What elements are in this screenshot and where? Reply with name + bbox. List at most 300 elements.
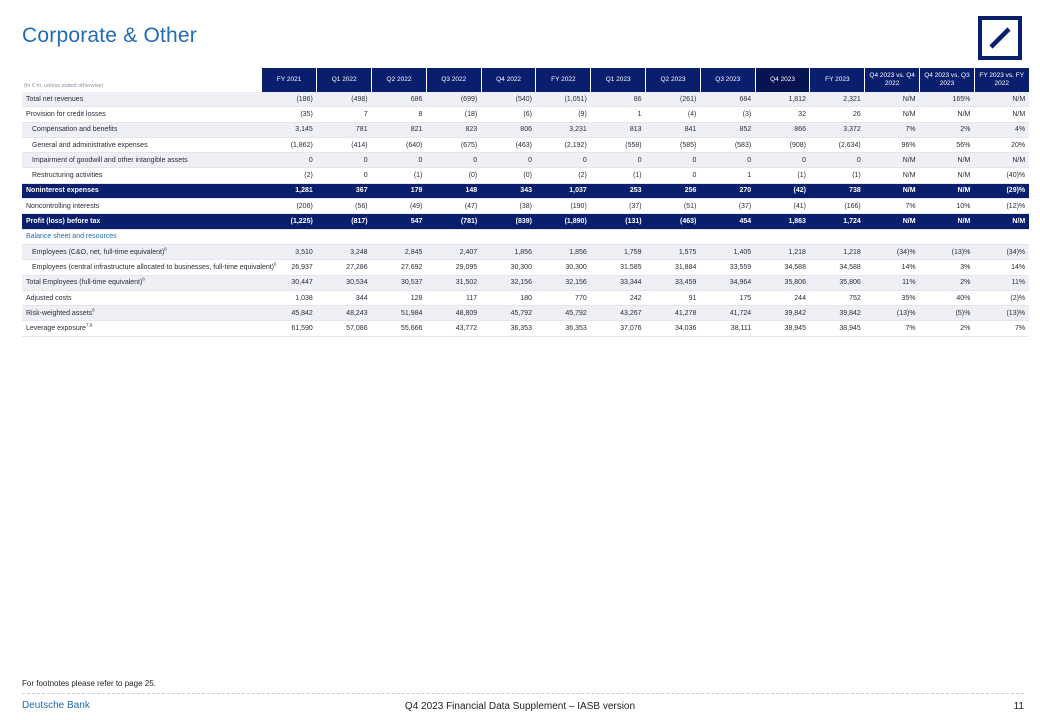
deutsche-bank-logo-icon: [978, 16, 1022, 60]
row-label-cell: [22, 275, 262, 290]
value-cell: 738: [810, 183, 865, 198]
table-row: [22, 290, 1029, 305]
value-cell: 781: [317, 122, 372, 137]
value-cell: 34,588: [755, 260, 810, 275]
value-cell: 1,856: [481, 244, 536, 259]
page-title: Corporate & Other: [22, 24, 197, 47]
value-cell: (540): [481, 92, 536, 107]
value-cell: 1,218: [810, 244, 865, 259]
financial-table: [22, 68, 1030, 337]
value-cell: 866: [755, 122, 810, 137]
value-cell: (9): [536, 107, 591, 122]
column-header: FY 2023: [810, 68, 865, 92]
value-cell: 0: [536, 153, 591, 168]
value-cell: 684: [700, 92, 755, 107]
table-row: [22, 275, 1029, 290]
table-body: [22, 92, 1029, 336]
row-label: Restructuring activities: [32, 172, 103, 180]
value-cell: 32: [755, 107, 810, 122]
value-cell: [426, 229, 481, 244]
column-header: Q4 2023: [755, 68, 810, 92]
value-cell: 852: [700, 122, 755, 137]
column-header: FY 2023 vs. FY 2022: [974, 68, 1029, 92]
table-row: [22, 214, 1029, 229]
value-cell: 841: [646, 122, 701, 137]
footnote-marker: 6: [142, 276, 145, 282]
bank-name: Deutsche Bank: [22, 700, 90, 711]
row-label: Profit (loss) before tax: [26, 218, 101, 226]
column-header: Q4 2023 vs. Q4 2022: [865, 68, 920, 92]
value-cell: 51,984: [372, 306, 427, 321]
value-cell: (699): [426, 92, 481, 107]
value-cell: 56%: [920, 137, 975, 152]
row-label: Impairment of goodwill and other intangible assets: [32, 156, 188, 164]
value-cell: (1): [755, 168, 810, 183]
value-cell: 270: [700, 183, 755, 198]
value-cell: (817): [317, 214, 372, 229]
value-cell: 61,590: [262, 321, 317, 336]
row-label-cell: [22, 214, 262, 229]
value-cell: (190): [536, 199, 591, 214]
value-cell: [317, 229, 372, 244]
column-header: Q1 2023: [591, 68, 646, 92]
value-cell: 35,806: [755, 275, 810, 290]
column-header: Q1 2022: [317, 68, 372, 92]
value-cell: 0: [372, 153, 427, 168]
value-cell: 3,372: [810, 122, 865, 137]
row-label: General and administrative expenses: [32, 141, 148, 149]
value-cell: N/M: [865, 183, 920, 198]
value-cell: 7%: [974, 321, 1029, 336]
value-cell: 26,937: [262, 260, 317, 275]
value-cell: 96%: [865, 137, 920, 152]
value-cell: 45,842: [262, 306, 317, 321]
value-cell: (463): [646, 214, 701, 229]
value-cell: 35%: [865, 290, 920, 305]
value-cell: 38,945: [755, 321, 810, 336]
value-cell: (0): [481, 168, 536, 183]
row-label: Noninterest expenses: [26, 187, 99, 195]
value-cell: 1,856: [536, 244, 591, 259]
value-cell: 30,300: [536, 260, 591, 275]
footnote-marker: 6: [274, 261, 277, 267]
value-cell: (4): [646, 107, 701, 122]
row-label: Employees (C&O, net, full-time equivalent): [32, 248, 165, 256]
value-cell: 7%: [865, 199, 920, 214]
value-cell: 8: [372, 107, 427, 122]
value-cell: (2,192): [536, 137, 591, 152]
value-cell: 1,863: [755, 214, 810, 229]
value-cell: 30,534: [317, 275, 372, 290]
value-cell: 36,353: [481, 321, 536, 336]
value-cell: (38): [481, 199, 536, 214]
value-cell: 31,884: [646, 260, 701, 275]
value-cell: 0: [591, 153, 646, 168]
value-cell: (186): [262, 92, 317, 107]
value-cell: [974, 229, 1029, 244]
row-label-cell: [22, 229, 262, 244]
column-header: FY 2021: [262, 68, 317, 92]
value-cell: (0): [426, 168, 481, 183]
value-cell: 10%: [920, 199, 975, 214]
column-header: Q4 2023 vs. Q3 2023: [920, 68, 975, 92]
row-label: Leverage exposure: [26, 325, 86, 333]
value-cell: [481, 229, 536, 244]
value-cell: (6): [481, 107, 536, 122]
row-label-cell: [22, 306, 262, 321]
value-cell: (2): [262, 168, 317, 183]
value-cell: (1): [810, 168, 865, 183]
row-label: Employees (central infrastructure allocated to businesses, full-time equivalent): [32, 263, 275, 271]
value-cell: 40%: [920, 290, 975, 305]
value-cell: 0: [317, 153, 372, 168]
row-label: Balance sheet and resources: [26, 233, 117, 241]
value-cell: 34,036: [646, 321, 701, 336]
value-cell: 3,145: [262, 122, 317, 137]
value-cell: 2%: [920, 321, 975, 336]
value-cell: 2%: [920, 275, 975, 290]
value-cell: 244: [755, 290, 810, 305]
row-label-cell: [22, 168, 262, 183]
value-cell: 770: [536, 290, 591, 305]
value-cell: 3,510: [262, 244, 317, 259]
value-cell: (166): [810, 199, 865, 214]
footnote-marker: 6: [164, 246, 167, 252]
table-row: [22, 244, 1029, 259]
value-cell: 14%: [865, 260, 920, 275]
value-cell: 43,772: [426, 321, 481, 336]
value-cell: (13)%: [865, 306, 920, 321]
value-cell: 344: [317, 290, 372, 305]
row-label-cell: [22, 321, 262, 336]
value-cell: 33,559: [700, 260, 755, 275]
value-cell: 179: [372, 183, 427, 198]
value-cell: (131): [591, 214, 646, 229]
table-row: [22, 183, 1029, 198]
value-cell: (781): [426, 214, 481, 229]
table-row: [22, 229, 1029, 244]
value-cell: (35): [262, 107, 317, 122]
value-cell: [646, 229, 701, 244]
footnote-reference: For footnotes please refer to page 25.: [22, 679, 156, 688]
value-cell: [755, 229, 810, 244]
value-cell: 0: [481, 153, 536, 168]
value-cell: 806: [481, 122, 536, 137]
value-cell: (47): [426, 199, 481, 214]
value-cell: 256: [646, 183, 701, 198]
value-cell: [262, 229, 317, 244]
footnote-marker: 7,8: [85, 322, 93, 328]
table-row: [22, 137, 1029, 152]
row-label-cell: [22, 199, 262, 214]
value-cell: 32,156: [481, 275, 536, 290]
value-cell: 31,585: [591, 260, 646, 275]
value-cell: 0: [700, 153, 755, 168]
value-cell: (1,890): [536, 214, 591, 229]
value-cell: N/M: [920, 214, 975, 229]
table-row: [22, 306, 1029, 321]
column-header: Q4 2022: [481, 68, 536, 92]
table-row: [22, 168, 1029, 183]
row-label: Noncontrolling interests: [26, 202, 100, 210]
value-cell: N/M: [920, 153, 975, 168]
value-cell: (2,634): [810, 137, 865, 152]
value-cell: (2)%: [974, 290, 1029, 305]
value-cell: (40)%: [974, 168, 1029, 183]
value-cell: (49): [372, 199, 427, 214]
value-cell: (206): [262, 199, 317, 214]
row-label: Risk-weighted assets: [26, 309, 93, 317]
value-cell: 7: [317, 107, 372, 122]
value-cell: 57,086: [317, 321, 372, 336]
value-cell: (675): [426, 137, 481, 152]
financial-table-container: [22, 68, 1024, 337]
value-cell: (1,051): [536, 92, 591, 107]
value-cell: 38,945: [810, 321, 865, 336]
value-cell: 821: [372, 122, 427, 137]
value-cell: N/M: [974, 107, 1029, 122]
value-cell: 29,095: [426, 260, 481, 275]
value-cell: 14%: [974, 260, 1029, 275]
value-cell: 175: [700, 290, 755, 305]
value-cell: 3,231: [536, 122, 591, 137]
value-cell: 343: [481, 183, 536, 198]
value-cell: 0: [646, 153, 701, 168]
value-cell: 547: [372, 214, 427, 229]
value-cell: (498): [317, 92, 372, 107]
row-label-cell: [22, 153, 262, 168]
value-cell: (37): [700, 199, 755, 214]
value-cell: (29)%: [974, 183, 1029, 198]
document-title: Q4 2023 Financial Data Supplement – IASB version: [404, 701, 636, 712]
value-cell: (13)%: [920, 244, 975, 259]
value-cell: 3%: [920, 260, 975, 275]
table-row: [22, 153, 1029, 168]
row-label: Provision for credit losses: [26, 110, 106, 118]
unit-note: (In € m, unless stated otherwise): [22, 68, 262, 92]
column-header: Q3 2022: [426, 68, 481, 92]
value-cell: [920, 229, 975, 244]
value-cell: 752: [810, 290, 865, 305]
value-cell: 1: [700, 168, 755, 183]
value-cell: 823: [426, 122, 481, 137]
value-cell: 686: [372, 92, 427, 107]
value-cell: 0: [646, 168, 701, 183]
value-cell: 367: [317, 183, 372, 198]
value-cell: (2): [536, 168, 591, 183]
value-cell: 1,759: [591, 244, 646, 259]
row-label-cell: [22, 183, 262, 198]
value-cell: 1,281: [262, 183, 317, 198]
value-cell: N/M: [974, 92, 1029, 107]
value-cell: (1,862): [262, 137, 317, 152]
value-cell: 1,218: [755, 244, 810, 259]
value-cell: 0: [426, 153, 481, 168]
value-cell: N/M: [865, 107, 920, 122]
value-cell: N/M: [865, 214, 920, 229]
value-cell: 2,321: [810, 92, 865, 107]
row-label: Adjusted costs: [26, 294, 72, 302]
row-label: Total net revenues: [26, 95, 84, 103]
value-cell: 3,248: [317, 244, 372, 259]
value-cell: [865, 229, 920, 244]
value-cell: 0: [810, 153, 865, 168]
value-cell: (37): [591, 199, 646, 214]
row-label-cell: [22, 137, 262, 152]
value-cell: 1,812: [755, 92, 810, 107]
value-cell: N/M: [920, 183, 975, 198]
value-cell: N/M: [920, 168, 975, 183]
value-cell: 30,537: [372, 275, 427, 290]
value-cell: (558): [591, 137, 646, 152]
value-cell: N/M: [974, 153, 1029, 168]
table-header-row: [22, 68, 1029, 92]
value-cell: 41,724: [700, 306, 755, 321]
table-row: [22, 321, 1029, 336]
value-cell: 32,156: [536, 275, 591, 290]
value-cell: 7%: [865, 122, 920, 137]
value-cell: 27,286: [317, 260, 372, 275]
value-cell: 20%: [974, 137, 1029, 152]
value-cell: 41,278: [646, 306, 701, 321]
value-cell: (12)%: [974, 199, 1029, 214]
value-cell: 48,243: [317, 306, 372, 321]
value-cell: 117: [426, 290, 481, 305]
value-cell: 2,407: [426, 244, 481, 259]
value-cell: 30,300: [481, 260, 536, 275]
value-cell: (18): [426, 107, 481, 122]
value-cell: N/M: [974, 214, 1029, 229]
value-cell: 0: [755, 153, 810, 168]
value-cell: N/M: [920, 107, 975, 122]
value-cell: 1,405: [700, 244, 755, 259]
value-cell: (583): [700, 137, 755, 152]
value-cell: (5)%: [920, 306, 975, 321]
value-cell: 1: [591, 107, 646, 122]
value-cell: 180: [481, 290, 536, 305]
value-cell: 1,037: [536, 183, 591, 198]
table-row: [22, 260, 1029, 275]
value-cell: 34,588: [810, 260, 865, 275]
row-label: Compensation and benefits: [32, 126, 118, 134]
value-cell: 33,344: [591, 275, 646, 290]
value-cell: 242: [591, 290, 646, 305]
value-cell: 91: [646, 290, 701, 305]
row-label-cell: [22, 92, 262, 107]
value-cell: 813: [591, 122, 646, 137]
value-cell: 38,111: [700, 321, 755, 336]
value-cell: 33,459: [646, 275, 701, 290]
table-row: [22, 92, 1029, 107]
footer-divider: [22, 693, 1024, 694]
value-cell: (42): [755, 183, 810, 198]
value-cell: 31,502: [426, 275, 481, 290]
value-cell: 0: [317, 168, 372, 183]
page-number: 11: [1013, 701, 1024, 712]
value-cell: 11%: [974, 275, 1029, 290]
value-cell: N/M: [865, 168, 920, 183]
value-cell: 26: [810, 107, 865, 122]
value-cell: 4%: [974, 122, 1029, 137]
table-row: [22, 122, 1029, 137]
value-cell: 39,842: [810, 306, 865, 321]
value-cell: 1,038: [262, 290, 317, 305]
value-cell: 39,842: [755, 306, 810, 321]
value-cell: 35,806: [810, 275, 865, 290]
column-header: Q2 2023: [646, 68, 701, 92]
value-cell: 55,666: [372, 321, 427, 336]
value-cell: (585): [646, 137, 701, 152]
value-cell: 36,353: [536, 321, 591, 336]
column-header: Q3 2023: [700, 68, 755, 92]
value-cell: (1): [591, 168, 646, 183]
value-cell: (41): [755, 199, 810, 214]
value-cell: 128: [372, 290, 427, 305]
value-cell: 27,692: [372, 260, 427, 275]
value-cell: 7%: [865, 321, 920, 336]
footnote-marker: 8: [92, 307, 95, 313]
value-cell: N/M: [865, 92, 920, 107]
value-cell: [372, 229, 427, 244]
value-cell: (1): [372, 168, 427, 183]
value-cell: 148: [426, 183, 481, 198]
row-label-cell: [22, 244, 262, 259]
value-cell: 11%: [865, 275, 920, 290]
value-cell: 454: [700, 214, 755, 229]
value-cell: 165%: [920, 92, 975, 107]
value-cell: 0: [262, 153, 317, 168]
value-cell: 1,575: [646, 244, 701, 259]
value-cell: 253: [591, 183, 646, 198]
value-cell: (839): [481, 214, 536, 229]
value-cell: 86: [591, 92, 646, 107]
value-cell: N/M: [865, 153, 920, 168]
value-cell: [700, 229, 755, 244]
value-cell: (1,225): [262, 214, 317, 229]
value-cell: (3): [700, 107, 755, 122]
column-header: Q2 2022: [372, 68, 427, 92]
column-header: FY 2022: [536, 68, 591, 92]
value-cell: 2,845: [372, 244, 427, 259]
row-label-cell: [22, 107, 262, 122]
value-cell: (908): [755, 137, 810, 152]
value-cell: [536, 229, 591, 244]
value-cell: (51): [646, 199, 701, 214]
value-cell: 45,792: [481, 306, 536, 321]
value-cell: (414): [317, 137, 372, 152]
value-cell: 1,724: [810, 214, 865, 229]
table-row: [22, 107, 1029, 122]
value-cell: (34)%: [865, 244, 920, 259]
value-cell: [591, 229, 646, 244]
value-cell: 43,267: [591, 306, 646, 321]
value-cell: 34,964: [700, 275, 755, 290]
value-cell: (463): [481, 137, 536, 152]
value-cell: [810, 229, 865, 244]
value-cell: 37,076: [591, 321, 646, 336]
value-cell: (34)%: [974, 244, 1029, 259]
row-label-cell: [22, 290, 262, 305]
row-label-cell: [22, 260, 277, 275]
row-label: Total Employees (full-time equivalent): [26, 279, 143, 287]
value-cell: 48,809: [426, 306, 481, 321]
value-cell: (56): [317, 199, 372, 214]
value-cell: 45,792: [536, 306, 591, 321]
value-cell: (640): [372, 137, 427, 152]
value-cell: (13)%: [974, 306, 1029, 321]
value-cell: 2%: [920, 122, 975, 137]
value-cell: 30,447: [262, 275, 317, 290]
